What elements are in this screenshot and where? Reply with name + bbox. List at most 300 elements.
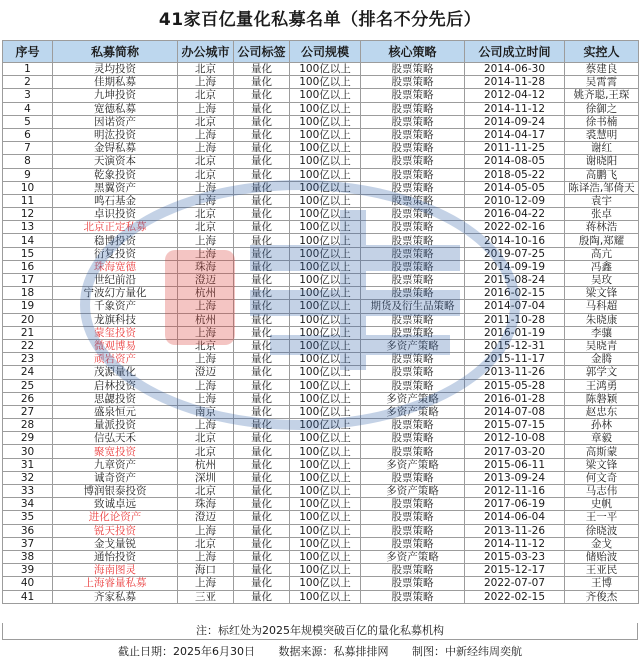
table-cell: 量化 (234, 76, 290, 89)
table-cell: 股票策略 (361, 524, 465, 537)
table-cell: 何文奇 (565, 471, 639, 484)
table-cell: 徐御之 (565, 102, 639, 115)
table-cell: 股票策略 (361, 445, 465, 458)
table-cell: 股票策略 (361, 247, 465, 260)
table-cell: 11 (3, 194, 53, 207)
table-cell: 北京 (178, 339, 234, 352)
table-cell: 2015-11-17 (465, 353, 565, 366)
table-cell: 100亿以上 (290, 537, 361, 550)
table-row (3, 300, 639, 313)
table-cell: 信弘天禾 (53, 432, 178, 445)
table-cell: 31 (3, 458, 53, 471)
table-cell: 量化 (234, 485, 290, 498)
table-cell: 2014-05-05 (465, 181, 565, 194)
column-header: 核心策略 (361, 41, 465, 63)
table-cell: 股票策略 (361, 102, 465, 115)
table-cell: 2015-06-11 (465, 458, 565, 471)
table-cell: 北京 (178, 115, 234, 128)
table-cell: 35 (3, 511, 53, 524)
table-cell: 澄迈 (178, 366, 234, 379)
table-cell: 上海 (178, 353, 234, 366)
table-cell: 股票策略 (361, 168, 465, 181)
table-cell: 2016-04-22 (465, 208, 565, 221)
table-cell: 上海 (178, 142, 234, 155)
table-cell: 量化 (234, 564, 290, 577)
table-cell: 100亿以上 (290, 89, 361, 102)
table-cell: 吴玫 (565, 274, 639, 287)
table-cell: 量化 (234, 142, 290, 155)
table-cell: 齐家私募 (53, 590, 178, 603)
table-cell: 金戈量锐 (53, 537, 178, 550)
table-row (3, 181, 639, 194)
table-row (3, 524, 639, 537)
table-cell: 朱晓康 (565, 313, 639, 326)
table-cell: 茂源量化 (53, 366, 178, 379)
table-row (3, 392, 639, 405)
chart-credit: 制图：中新经纬周奕航 (412, 645, 522, 658)
table-cell: 100亿以上 (290, 392, 361, 405)
table-row (3, 432, 639, 445)
table-cell: 陈磐颖 (565, 392, 639, 405)
table-cell: 8 (3, 155, 53, 168)
table-cell: 股票策略 (361, 287, 465, 300)
table-cell: 量化 (234, 221, 290, 234)
table-cell: 北京 (178, 485, 234, 498)
table-row (3, 458, 639, 471)
table-cell: 蔡建良 (565, 63, 639, 76)
table-cell: 股票策略 (361, 181, 465, 194)
table-cell: 2010-12-09 (465, 194, 565, 207)
table-cell: 股票策略 (361, 313, 465, 326)
table-cell: 5 (3, 115, 53, 128)
table-cell: 6 (3, 128, 53, 141)
table-cell: 吴晓青 (565, 339, 639, 352)
table-cell: 量化 (234, 208, 290, 221)
table-cell: 梁文锋 (565, 458, 639, 471)
table-cell: 量化 (234, 63, 290, 76)
table-cell: 珠海 (178, 260, 234, 273)
table-cell: 2013-11-26 (465, 524, 565, 537)
table-cell: 高斯蒙 (565, 445, 639, 458)
table-cell: 量化 (234, 524, 290, 537)
table-cell: 史帆 (565, 498, 639, 511)
table-body (3, 63, 639, 604)
table-cell: 量化 (234, 339, 290, 352)
table-row (3, 76, 639, 89)
table-cell: 进化论资产 (53, 511, 178, 524)
table-cell: 2022-02-15 (465, 590, 565, 603)
table-cell: 2015-05-28 (465, 379, 565, 392)
table-cell: 100亿以上 (290, 128, 361, 141)
table-cell: 100亿以上 (290, 366, 361, 379)
table-cell: 北京 (178, 221, 234, 234)
table-row (3, 234, 639, 247)
table-cell: 2018-05-22 (465, 168, 565, 181)
table-cell: 鸣石基金 (53, 194, 178, 207)
table-cell: 殷陶,郑耀 (565, 234, 639, 247)
table-cell: 吴霄霄 (565, 76, 639, 89)
table-cell: 陈译浩,邹倚天 (565, 181, 639, 194)
table-cell: 上海 (178, 577, 234, 590)
table-cell: 南京 (178, 405, 234, 418)
table-cell: 股票策略 (361, 419, 465, 432)
table-cell: 梁文锋 (565, 287, 639, 300)
table-row (3, 168, 639, 181)
table-cell: 2014-11-12 (465, 102, 565, 115)
table-cell: 锐天投资 (53, 524, 178, 537)
table-cell: 股票策略 (361, 432, 465, 445)
table-row (3, 89, 639, 102)
table-cell: 通怡投资 (53, 550, 178, 563)
table-cell: 股票策略 (361, 128, 465, 141)
table-cell: 12 (3, 208, 53, 221)
table-cell: 宽德私募 (53, 102, 178, 115)
table-cell: 股票策略 (361, 155, 465, 168)
table-cell: 诚奇资产 (53, 471, 178, 484)
table-row (3, 471, 639, 484)
table-cell: 乾象投资 (53, 168, 178, 181)
table-cell: 多资产策略 (361, 485, 465, 498)
table-cell: 卓识投资 (53, 208, 178, 221)
table-cell: 股票策略 (361, 208, 465, 221)
table-row (3, 353, 639, 366)
table-row (3, 260, 639, 273)
table-cell: 盛泉恒元 (53, 405, 178, 418)
table-cell: 39 (3, 564, 53, 577)
table-cell: 量化 (234, 102, 290, 115)
table-cell: 澄迈 (178, 274, 234, 287)
table-cell: 股票策略 (361, 353, 465, 366)
table-cell: 徐书楠 (565, 115, 639, 128)
table-cell: 股票策略 (361, 471, 465, 484)
table-cell: 2016-01-28 (465, 392, 565, 405)
table-cell: 上海 (178, 247, 234, 260)
table-cell: 100亿以上 (290, 63, 361, 76)
table-cell: 储贻波 (565, 550, 639, 563)
table-cell: 上海 (178, 326, 234, 339)
table-cell: 量化 (234, 274, 290, 287)
table-cell: 上海 (178, 128, 234, 141)
table-cell: 27 (3, 405, 53, 418)
table-cell: 微观博易 (53, 339, 178, 352)
table-cell: 股票策略 (361, 326, 465, 339)
table-cell: 34 (3, 498, 53, 511)
table-cell: 股票策略 (361, 366, 465, 379)
page-title: 41家百亿量化私募名单（排名不分先后） (158, 10, 482, 30)
table-cell: 股票策略 (361, 63, 465, 76)
table-cell: 北京 (178, 445, 234, 458)
table-cell: 王鸿勇 (565, 379, 639, 392)
table-cell: 明汯投资 (53, 128, 178, 141)
table-cell: 2017-06-19 (465, 498, 565, 511)
table-row (3, 405, 639, 418)
table-cell: 100亿以上 (290, 115, 361, 128)
table-cell: 18 (3, 287, 53, 300)
table-cell: 100亿以上 (290, 287, 361, 300)
table-cell: 海口 (178, 564, 234, 577)
table-cell: 股票策略 (361, 274, 465, 287)
table-row (3, 537, 639, 550)
table-cell: 股票策略 (361, 221, 465, 234)
table-cell: 量化 (234, 353, 290, 366)
table-cell: 多资产策略 (361, 550, 465, 563)
table-cell: 100亿以上 (290, 419, 361, 432)
table-cell: 100亿以上 (290, 498, 361, 511)
table-cell: 多资产策略 (361, 458, 465, 471)
table-cell: 2011-10-28 (465, 313, 565, 326)
table-cell: 100亿以上 (290, 76, 361, 89)
table-cell: 王一平 (565, 511, 639, 524)
cutoff-date: 截止日期：2025年6月30日 (118, 645, 255, 658)
table-cell: 100亿以上 (290, 471, 361, 484)
table-cell: 2011-11-25 (465, 142, 565, 155)
table-cell: 100亿以上 (290, 326, 361, 339)
table-cell: 3 (3, 89, 53, 102)
table-cell: 量化 (234, 155, 290, 168)
table-cell: 裘慧明 (565, 128, 639, 141)
table-cell: 2015-08-24 (465, 274, 565, 287)
table-cell: 孙林 (565, 419, 639, 432)
table-cell: 量化 (234, 326, 290, 339)
table-cell: 100亿以上 (290, 524, 361, 537)
table-cell: 29 (3, 432, 53, 445)
table-cell: 2016-01-19 (465, 326, 565, 339)
table-cell: 26 (3, 392, 53, 405)
table-cell: 1 (3, 63, 53, 76)
table-cell: 马志伟 (565, 485, 639, 498)
table-cell: 100亿以上 (290, 194, 361, 207)
table-cell: 股票策略 (361, 115, 465, 128)
table-cell: 上海 (178, 550, 234, 563)
table-cell: 100亿以上 (290, 274, 361, 287)
table-cell: 谢晓阳 (565, 155, 639, 168)
table-cell: 2015-07-15 (465, 419, 565, 432)
table-cell: 2012-11-16 (465, 485, 565, 498)
table-cell: 澄迈 (178, 511, 234, 524)
table-cell: 多资产策略 (361, 339, 465, 352)
table-cell: 上海 (178, 392, 234, 405)
table-cell: 2014-11-12 (465, 537, 565, 550)
table-cell: 聚宽投资 (53, 445, 178, 458)
table-cell: 100亿以上 (290, 353, 361, 366)
table-cell: 珠海 (178, 498, 234, 511)
table-cell: 36 (3, 524, 53, 537)
table-cell: 因诺资产 (53, 115, 178, 128)
table-cell: 量化 (234, 511, 290, 524)
table-cell: 25 (3, 379, 53, 392)
table-cell: 100亿以上 (290, 313, 361, 326)
table-cell: 100亿以上 (290, 247, 361, 260)
table-cell: 2022-07-07 (465, 577, 565, 590)
table-cell: 量化 (234, 234, 290, 247)
table-cell: 量化 (234, 168, 290, 181)
table-cell: 上海 (178, 300, 234, 313)
table-cell: 黑翼资产 (53, 181, 178, 194)
table-cell: 股票策略 (361, 498, 465, 511)
table-cell: 北京 (178, 432, 234, 445)
table-cell: 股票策略 (361, 577, 465, 590)
table-cell: 姚齐聪,王琛 (565, 89, 639, 102)
table-cell: 九坤投资 (53, 89, 178, 102)
table-cell: 龙旗科技 (53, 313, 178, 326)
table-cell: 世纪前沿 (53, 274, 178, 287)
table-cell: 蒋林浩 (565, 221, 639, 234)
table-cell: 股票策略 (361, 76, 465, 89)
table-cell: 100亿以上 (290, 379, 361, 392)
table-cell: 股票策略 (361, 142, 465, 155)
table-cell: 量化 (234, 300, 290, 313)
table-cell: 100亿以上 (290, 208, 361, 221)
table-cell: 2015-12-17 (465, 564, 565, 577)
table-cell: 北京正定私募 (53, 221, 178, 234)
table-cell: 量派投资 (53, 419, 178, 432)
table-cell: 24 (3, 366, 53, 379)
table-cell: 高鹏飞 (565, 168, 639, 181)
table-cell: 量化 (234, 247, 290, 260)
table-cell: 40 (3, 577, 53, 590)
table-cell: 股票策略 (361, 260, 465, 273)
table-cell: 22 (3, 339, 53, 352)
table-cell: 13 (3, 221, 53, 234)
table-cell: 100亿以上 (290, 590, 361, 603)
table-cell: 北京 (178, 89, 234, 102)
table-cell: 100亿以上 (290, 550, 361, 563)
table-row (3, 194, 639, 207)
table-cell: 量化 (234, 392, 290, 405)
table-cell: 41 (3, 590, 53, 603)
table-cell: 30 (3, 445, 53, 458)
table-cell: 博润银泰投资 (53, 485, 178, 498)
column-header: 公司规模 (290, 41, 361, 63)
table-cell: 23 (3, 353, 53, 366)
table-cell: 100亿以上 (290, 564, 361, 577)
table-cell: 上海 (178, 419, 234, 432)
table-cell: 2013-11-26 (465, 366, 565, 379)
table-cell: 2014-07-08 (465, 405, 565, 418)
table-cell: 股票策略 (361, 537, 465, 550)
table-cell: 致诚卓远 (53, 498, 178, 511)
table-cell: 量化 (234, 550, 290, 563)
table-cell: 王亚民 (565, 564, 639, 577)
table-cell: 稳博投资 (53, 234, 178, 247)
table-cell: 2014-07-04 (465, 300, 565, 313)
table-cell: 上海 (178, 102, 234, 115)
table-cell: 海南图灵 (53, 564, 178, 577)
table-cell: 100亿以上 (290, 234, 361, 247)
table-cell: 量化 (234, 128, 290, 141)
table-cell: 量化 (234, 498, 290, 511)
table-cell: 袁宇 (565, 194, 639, 207)
table-cell: 2019-07-25 (465, 247, 565, 260)
table-cell: 100亿以上 (290, 102, 361, 115)
table-row (3, 247, 639, 260)
table-cell: 冯鑫 (565, 260, 639, 273)
table-cell: 38 (3, 550, 53, 563)
table-cell: 齐俊杰 (565, 590, 639, 603)
table-cell: 杭州 (178, 458, 234, 471)
table-cell: 2014-06-30 (465, 63, 565, 76)
table-cell: 2013-09-24 (465, 471, 565, 484)
table-cell: 谢红 (565, 142, 639, 155)
table-cell: 量化 (234, 471, 290, 484)
table-row (3, 550, 639, 563)
table-cell: 100亿以上 (290, 511, 361, 524)
table-cell: 金戈 (565, 537, 639, 550)
table-cell: 股票策略 (361, 511, 465, 524)
table-cell: 股票策略 (361, 89, 465, 102)
table-cell: 三亚 (178, 590, 234, 603)
column-header: 办公城市 (178, 41, 234, 63)
table-cell: 量化 (234, 194, 290, 207)
table-cell: 北京 (178, 155, 234, 168)
table-cell: 量化 (234, 366, 290, 379)
table-cell: 杭州 (178, 287, 234, 300)
table-row (3, 339, 639, 352)
table-cell: 股票策略 (361, 379, 465, 392)
table-cell: 20 (3, 313, 53, 326)
table-cell: 100亿以上 (290, 432, 361, 445)
table-cell: 上海 (178, 181, 234, 194)
table-cell: 2014-06-04 (465, 511, 565, 524)
table-cell: 量化 (234, 260, 290, 273)
table-cell: 量化 (234, 445, 290, 458)
table-cell: 100亿以上 (290, 142, 361, 155)
table-cell: 上海 (178, 194, 234, 207)
table-cell: 宁波幻方量化 (53, 287, 178, 300)
table-row (3, 419, 639, 432)
table-cell: 2017-03-20 (465, 445, 565, 458)
table-row (3, 274, 639, 287)
table-cell: 徐晓波 (565, 524, 639, 537)
table-cell: 启林投资 (53, 379, 178, 392)
table-row (3, 485, 639, 498)
table-cell: 上海 (178, 76, 234, 89)
table-row (3, 128, 639, 141)
table-cell: 100亿以上 (290, 445, 361, 458)
table-cell: 量化 (234, 405, 290, 418)
table-row (3, 445, 639, 458)
table-row (3, 63, 639, 76)
table-cell: 马科超 (565, 300, 639, 313)
table-cell: 33 (3, 485, 53, 498)
table-cell: 15 (3, 247, 53, 260)
table-cell: 2014-11-28 (465, 76, 565, 89)
column-header: 序号 (3, 41, 53, 63)
table-cell: 32 (3, 471, 53, 484)
table-cell: 顽岩资产 (53, 353, 178, 366)
table-cell: 天演资本 (53, 155, 178, 168)
column-header: 私募简称 (53, 41, 178, 63)
table-cell: 上海睿量私募 (53, 577, 178, 590)
table-cell: 多资产策略 (361, 405, 465, 418)
table-cell: 张卓 (565, 208, 639, 221)
table-cell: 2 (3, 76, 53, 89)
table-cell: 期货及衍生品策略 (361, 300, 465, 313)
table-cell: 量化 (234, 115, 290, 128)
table-cell: 2016-02-15 (465, 287, 565, 300)
table-cell: 衍复投资 (53, 247, 178, 260)
table-row (3, 155, 639, 168)
table-row (3, 379, 639, 392)
table-cell: 9 (3, 168, 53, 181)
table-cell: 金腾 (565, 353, 639, 366)
table-row (3, 142, 639, 155)
table-cell: 2014-04-17 (465, 128, 565, 141)
table-cell: 股票策略 (361, 234, 465, 247)
table-cell: 量化 (234, 379, 290, 392)
table-row (3, 313, 639, 326)
table-row (3, 511, 639, 524)
